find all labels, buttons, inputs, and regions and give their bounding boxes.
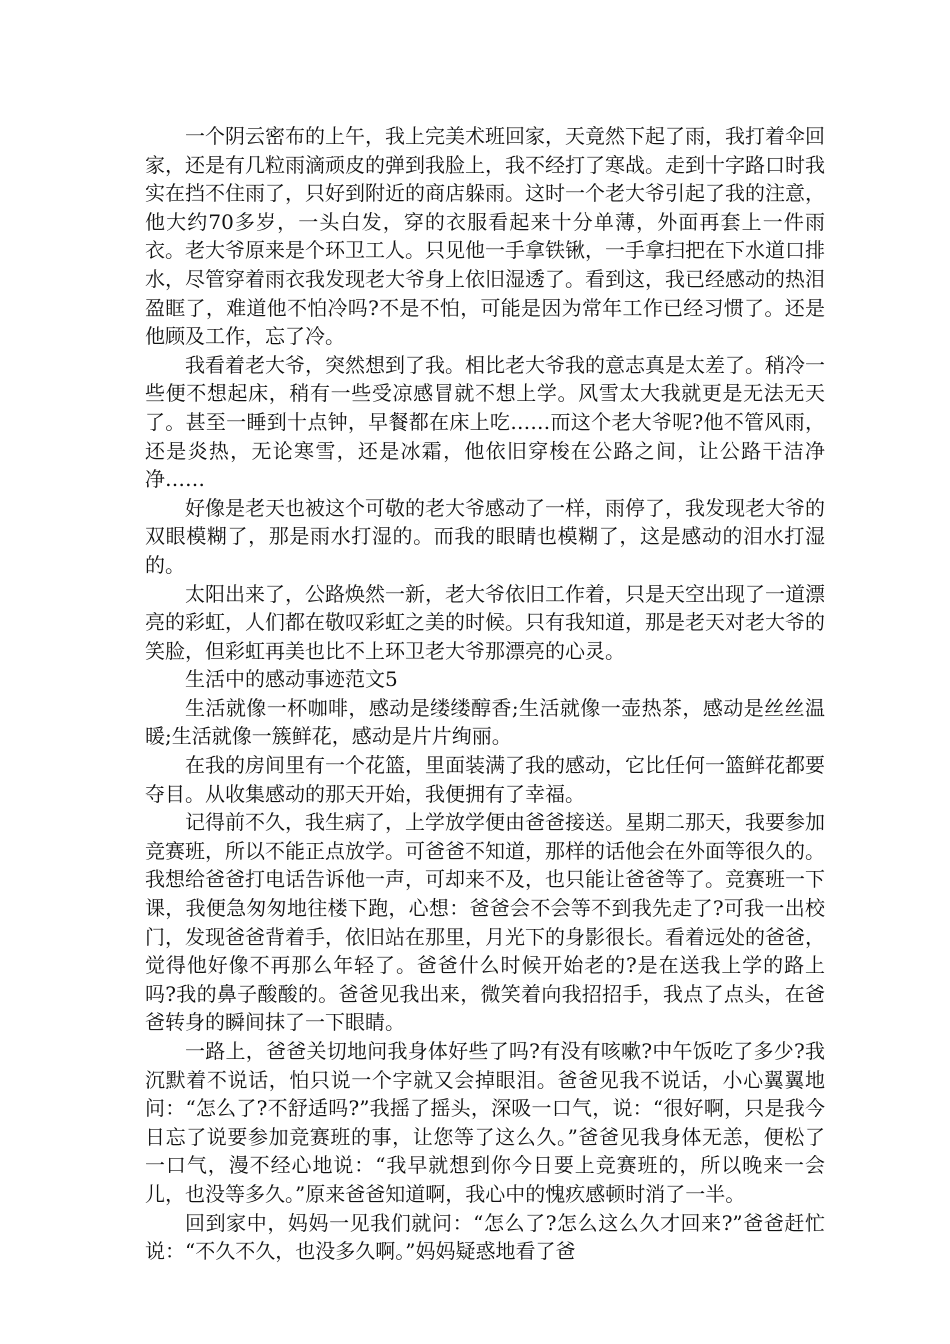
document-body: [145, 122, 825, 1266]
paragraph: 好像是老天也被这个可敬的老大爷感动了一样，雨停了，我发现老大爷的双眼模糊了，那是雨水打湿的。而我的眼睛也模糊了，这是感动的泪水打湿的。: [145, 495, 825, 577]
paragraph: 太阳出来了，公路焕然一新，老大爷依旧工作着，只是天空出现了一道漂亮的彩虹，人们都在敬叹彩虹之美的时候。只有我知道，那是老天对老大爷的笑脸，但彩虹再美也比不上环卫老大爷那漂亮的心灵。: [145, 581, 825, 663]
paragraph: 我看着老大爷，突然想到了我。相比老大爷我的意志真是太差了。稍冷一些便不想起床，稍有一些受凉感冒就不想上学。风雪太大我就更是无法无天了。甚至一睡到十点钟，早餐都在床上吃……而这个老大爷呢?他不管风雨，还是炎热，无论寒雪，还是冰霜，他依旧穿梭在公路之间，让公路干洁净净……: [145, 352, 825, 492]
paragraph: 一个阴云密布的上午，我上完美术班回家，天竟然下起了雨，我打着伞回家，还是有几粒雨滴顽皮的弹到我脸上，我不经打了寒战。走到十字路口时我实在挡不住雨了，只好到附近的商店躲雨。这时一个老大爷引起了我的注意，他大约70多岁，一头白发，穿的衣服看起来十分单薄，外面再套上一件雨衣。老大爷原来是个环卫工人。只见他一手拿铁锹，一手拿扫把在下水道口排水，尽管穿着雨衣我发现老大爷身上依旧湿透了。看到这，我已经感动的热泪盈眶了，难道他不怕冷吗?不是不怕，可能是因为常年工作已经习惯了。还是他顾及工作，忘了冷。: [145, 124, 825, 349]
paragraph: 一路上，爸爸关切地问我身体好些了吗?有没有咳嗽?中午饭吃了多少?我沉默着不说话，怕只说一个字就又会掉眼泪。爸爸见我不说话，小心翼翼地问：“怎么了?不舒适吗?”我摇了摇头，深吸一口气，说：“很好啊，只是我今日忘了说要参加竞赛班的事，让您等了这么久。”爸爸见我身体无恙，便松了一口气，漫不经心地说：“我早就想到你今日要上竞赛班的，所以晚来一会儿，也没等多久。”原来爸爸知道啊，我心中的愧疚感顿时消了一半。: [145, 1039, 825, 1206]
paragraph: 生活就像一杯咖啡，感动是缕缕醇香;生活就像一壶热茶，感动是丝丝温暖;生活就像一簇鲜花，感动是片片绚丽。: [145, 695, 825, 749]
section-title: 生活中的感动事迹范文5: [185, 667, 398, 692]
paragraph: 记得前不久，我生病了，上学放学便由爸爸接送。星期二那天，我要参加竞赛班，所以不能正点放学。可爸爸不知道，那样的话他会在外面等很久的。我想给爸爸打电话告诉他一声，可却来不及，也只能让爸爸等了。竞赛班一下课，我便急匆匆地往楼下跑，心想：爸爸会不会等不到我先走了?可我一出校门，发现爸爸背着手，依旧站在那里，月光下的身影很长。看着远处的爸爸，觉得他好像不再那么年轻了。爸爸什么时候开始老的?是在送我上学的路上吗?我的鼻子酸酸的。爸爸见我出来，微笑着向我招招手，我点了点头，在爸爸转身的瞬间抹了一下眼睛。: [145, 810, 825, 1035]
paragraph: 回到家中，妈妈一见我们就问：“怎么了?怎么这么久才回来?”爸爸赶忙说：“不久不久，也没多久啊。”妈妈疑惑地看了爸: [145, 1210, 825, 1264]
paragraph: 在我的房间里有一个花篮，里面装满了我的感动，它比任何一篮鲜花都要夺目。从收集感动的那天开始，我便拥有了幸福。: [145, 753, 825, 806]
